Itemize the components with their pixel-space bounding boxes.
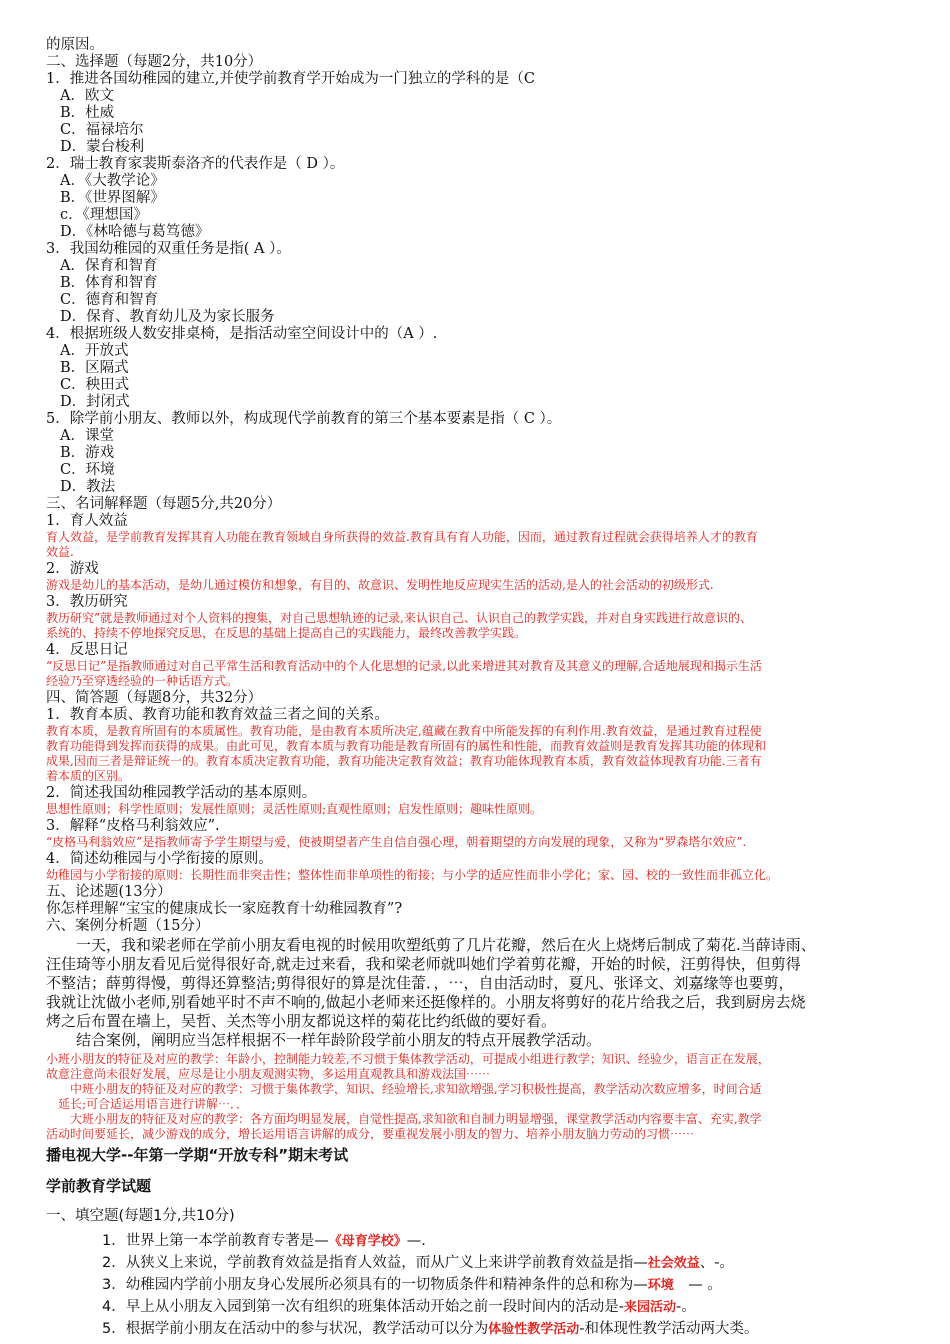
option: c．《理想国》: [60, 207, 148, 223]
answer-text: 经验乃至穿透经验的一种话语方式。: [46, 674, 239, 688]
answer-text: 小班小朋友的特征及对应的教学：年龄小，控制能力较差,不习惯于集体教学活动，可提成小组进行教学；知识、经验少，语言正在发展，: [46, 1052, 770, 1066]
question-text: 、-。: [699, 1255, 734, 1271]
answer-text: 系统的、持续不停地探究反思，在反思的基础上提高自己的实践能力，最终改善教学实践。: [46, 626, 527, 640]
question-stem: 1．教育本质、教育功能和教育效益三者之间的关系。: [46, 707, 389, 723]
section-heading: 六、案例分析题（15分）: [46, 918, 210, 934]
option: C．秧田式: [60, 377, 130, 393]
question-text: 2．从狭义上来说，学前教育效益是指育人效益，而从广义上来讲学前教育效益是指—: [102, 1255, 648, 1271]
answer-fill: 体验性教学活动: [488, 1322, 580, 1337]
answer-text: 效益.: [46, 545, 74, 559]
option: D．封闭式: [60, 394, 130, 410]
fill-question-4: [102, 1298, 696, 1317]
answer-text: “反思日记”是指教师通过对自己平常生活和教育活动中的个人化思想的记录,以此来增进其对教育及其意义的理解,合适地展现和揭示生活: [46, 659, 762, 673]
option: B．《世界图解》: [60, 190, 165, 206]
term-title: 4．反思日记: [46, 642, 128, 658]
answer-text: 教育本质，是教育所固有的本质属性。教育功能，是由教育本质所决定,蕴藏在教育中所能发挥的有利作用.教育效益，是通过教育过程使: [46, 724, 762, 738]
exam-subject: 学前教育学试题: [46, 1177, 152, 1195]
option: A．保育和智育: [60, 258, 158, 274]
question-text: —.: [406, 1233, 426, 1249]
option: D．《林哈德与葛笃德》: [60, 224, 210, 240]
section-heading: 五、论述题(13分）: [46, 884, 172, 900]
option: D．保育、教育幼儿及为家长服务: [60, 309, 275, 325]
exam-title: 播电视大学--年第一学期“开放专科”期末考试: [46, 1146, 349, 1164]
term-title: 3．教历研究: [46, 594, 128, 610]
answer-text: 活动时间要延长，减少游戏的成分，增长运用语言讲解的成分，要重视发展小朋友的智力、培养小朋友脑力劳动的习惯⋯⋯: [46, 1127, 695, 1141]
question-stem: 你怎样理解“宝宝的健康成长一家庭教育十幼稚园教育”?: [46, 901, 403, 917]
fill-question-2: [102, 1254, 734, 1273]
question-stem: 5．除学前小朋友、教师以外，构成现代学前教育的第三个基本要素是指（ C ）。: [46, 411, 562, 427]
fill-question-1: [102, 1232, 426, 1251]
term-title: 2．游戏: [46, 561, 99, 577]
question-text: -。: [675, 1299, 696, 1315]
option: A．欧文: [60, 88, 114, 104]
answer-text: 教历研究”就是教师通过对个人资料的搜集，对自己思想轨迹的记录,来认识自己、认识自己的教学实践，并对自身实践进行故意识的、: [46, 611, 752, 625]
answer-fill: 来园活动: [623, 1300, 676, 1315]
question-text: 3．幼稚园内学前小朋友身心发展所必须具有的一切物质条件和精神条件的总和称为—: [102, 1277, 648, 1293]
section-heading: 三、名词解释题（每题5分,共20分）: [46, 496, 282, 512]
option: A．《大教学论》: [60, 173, 165, 189]
case-text: 一天，我和梁老师在学前小朋友看电视的时候用吹塑纸剪了几片花瓣，然后在火上烧烤后制成了菊花.当薛诗雨、: [46, 936, 816, 954]
question-text: -和体现性教学活动两大类。: [579, 1321, 759, 1337]
answer-fill: 《母育学校》: [328, 1234, 407, 1249]
question-text: 1．世界上第一本学前教育专著是—: [102, 1233, 329, 1249]
fill-question-3: [102, 1276, 722, 1295]
answer-text: 中班小朋友的特征及对应的教学：习惯于集体教学，知识、经验增长,求知欲增强,学习积极性提高，教学活动次数应增多，时间合适: [46, 1082, 762, 1096]
answer-text: 成果,因而三者是辩证统一的。教育本质决定教育功能，教育功能决定教育效益；教育功能体现教育本质，教育效益体现教育功能.三者有: [46, 754, 762, 768]
answer-text: 思想性原则；科学性原则；发展性原则；灵活性原则;直观性原则；启发性原则；趣味性原则。: [46, 802, 543, 816]
section-heading: 一、填空题(每题1分,共10分): [46, 1208, 235, 1224]
option: D．蒙台梭利: [60, 139, 145, 155]
preceding-text-tail: 的原因。: [46, 37, 104, 53]
question-text: — 。: [673, 1277, 722, 1293]
question-stem: 4．根据班级人数安排桌椅，是指活动室空间设计中的（A ）.: [46, 326, 438, 342]
question-stem: 1．推进各国幼稚园的建立,并使学前教育学开始成为一门独立的学科的是（C: [46, 71, 535, 87]
answer-text: 大班小朋友的特征及对应的教学：各方面均明显发展，自觉性提高,求知欲和自制力明显增强，课堂教学活动内容要丰富、充实,教学: [46, 1112, 762, 1126]
answer-text: 育人效益，是学前教育发挥其育人功能在教育领域自身所获得的效益.教育具有育人功能，因而，通过教育过程就会获得培养人才的教育: [46, 530, 758, 544]
case-question: 结合案例，阐明应当怎样根据不一样年龄阶段学前小朋友的特点开展教学活动。: [46, 1031, 602, 1049]
answer-text: 延长;可合适运用语言进行讲解⋯．．: [46, 1097, 249, 1111]
answer-text: “皮格马利翁效应”是指教师寄予学生期望与爱，使被期望者产生自信自强心理，朝着期望的方向发展的现象，又称为“罗森塔尔效应”.: [46, 835, 747, 849]
question-stem: 3．我国幼稚园的双重任务是指( A ）。: [46, 241, 291, 257]
fill-question-5: [102, 1320, 758, 1339]
case-text: 烤之后布置在墙上，吴哲、关杰等小朋友都说这样的菊花比约纸做的要好看。: [46, 1012, 557, 1030]
option: C．德育和智育: [60, 292, 159, 308]
case-text: 我就让沈做小老师,别看她平时不声不响的,做起小老师来还挺像样的。小朋友将剪好的花片给我之后，我到厨房去烧: [46, 993, 806, 1011]
answer-text: 幼稚园与小学衔接的原则：长期性而非突击性；整体性而非单项性的衔接；与小学的适应性而非小学化；家、园、校的一致性而非孤立化。: [46, 868, 779, 882]
answer-fill: 环境: [647, 1278, 674, 1293]
option: B．游戏: [60, 445, 115, 461]
question-stem: 4．简述幼稚园与小学衔接的原则。: [46, 851, 273, 867]
question-stem: 2．简述我国幼稚园教学活动的基本原则。: [46, 785, 317, 801]
option: D．教法: [60, 479, 116, 495]
question-stem: 2．瑞士教育家裴斯泰洛齐的代表作是（ D ）。: [46, 156, 345, 172]
case-text: 汪佳琦等小朋友看见后觉得很好奇,就走过来看，我和梁老师就叫她们学着剪花瓣，开始的时候，汪剪得快，但剪得: [46, 955, 801, 973]
section-heading: 四、简答题（每题8分，共32分）: [46, 690, 263, 706]
option: A．开放式: [60, 343, 129, 359]
option: B．区隔式: [60, 360, 129, 376]
answer-text: 着本质的区别。: [46, 769, 131, 783]
term-title: 1．育人效益: [46, 513, 128, 529]
answer-text: 教育功能得到发挥而获得的成果。由此可见，教育本质与教育功能是教育所固有的属性和性能，而教育效益则是教育发挥其功能的体现和: [46, 739, 767, 753]
case-text: 不整洁；薛剪得慢，剪得还算整洁;剪得很好的算是沈佳蕾．，⋯，自由活动时，夏凡、张译文、刘嘉缘等也要剪，: [46, 974, 794, 992]
answer-text: 故意注意尚未很好发展，应尽是让小朋友观测实物，多运用直观教具和游戏法国⋯⋯: [46, 1067, 491, 1081]
option: A．课堂: [60, 428, 114, 444]
option: B．杜威: [60, 105, 115, 121]
section-heading: 二、选择题（每题2分，共10分）: [46, 54, 263, 70]
answer-fill: 社会效益: [647, 1256, 700, 1271]
question-stem: 3．解释“皮格马利翁效应”.: [46, 818, 220, 834]
answer-text: 游戏是幼儿的基本活动，是幼儿通过模仿和想象，有目的、故意识、发明性地反应现实生活的活动,是人的社会活动的初级形式.: [46, 578, 714, 592]
option: C．环境: [60, 462, 115, 478]
question-text: 5．根据学前小朋友在活动中的参与状况，教学活动可以分为: [102, 1321, 489, 1337]
question-text: 4．早上从小朋友入园到第一次有组织的班集体活动开始之前一段时间内的活动是-: [102, 1299, 624, 1315]
option: B．体育和智育: [60, 275, 158, 291]
option: C．福禄培尔: [60, 122, 144, 138]
